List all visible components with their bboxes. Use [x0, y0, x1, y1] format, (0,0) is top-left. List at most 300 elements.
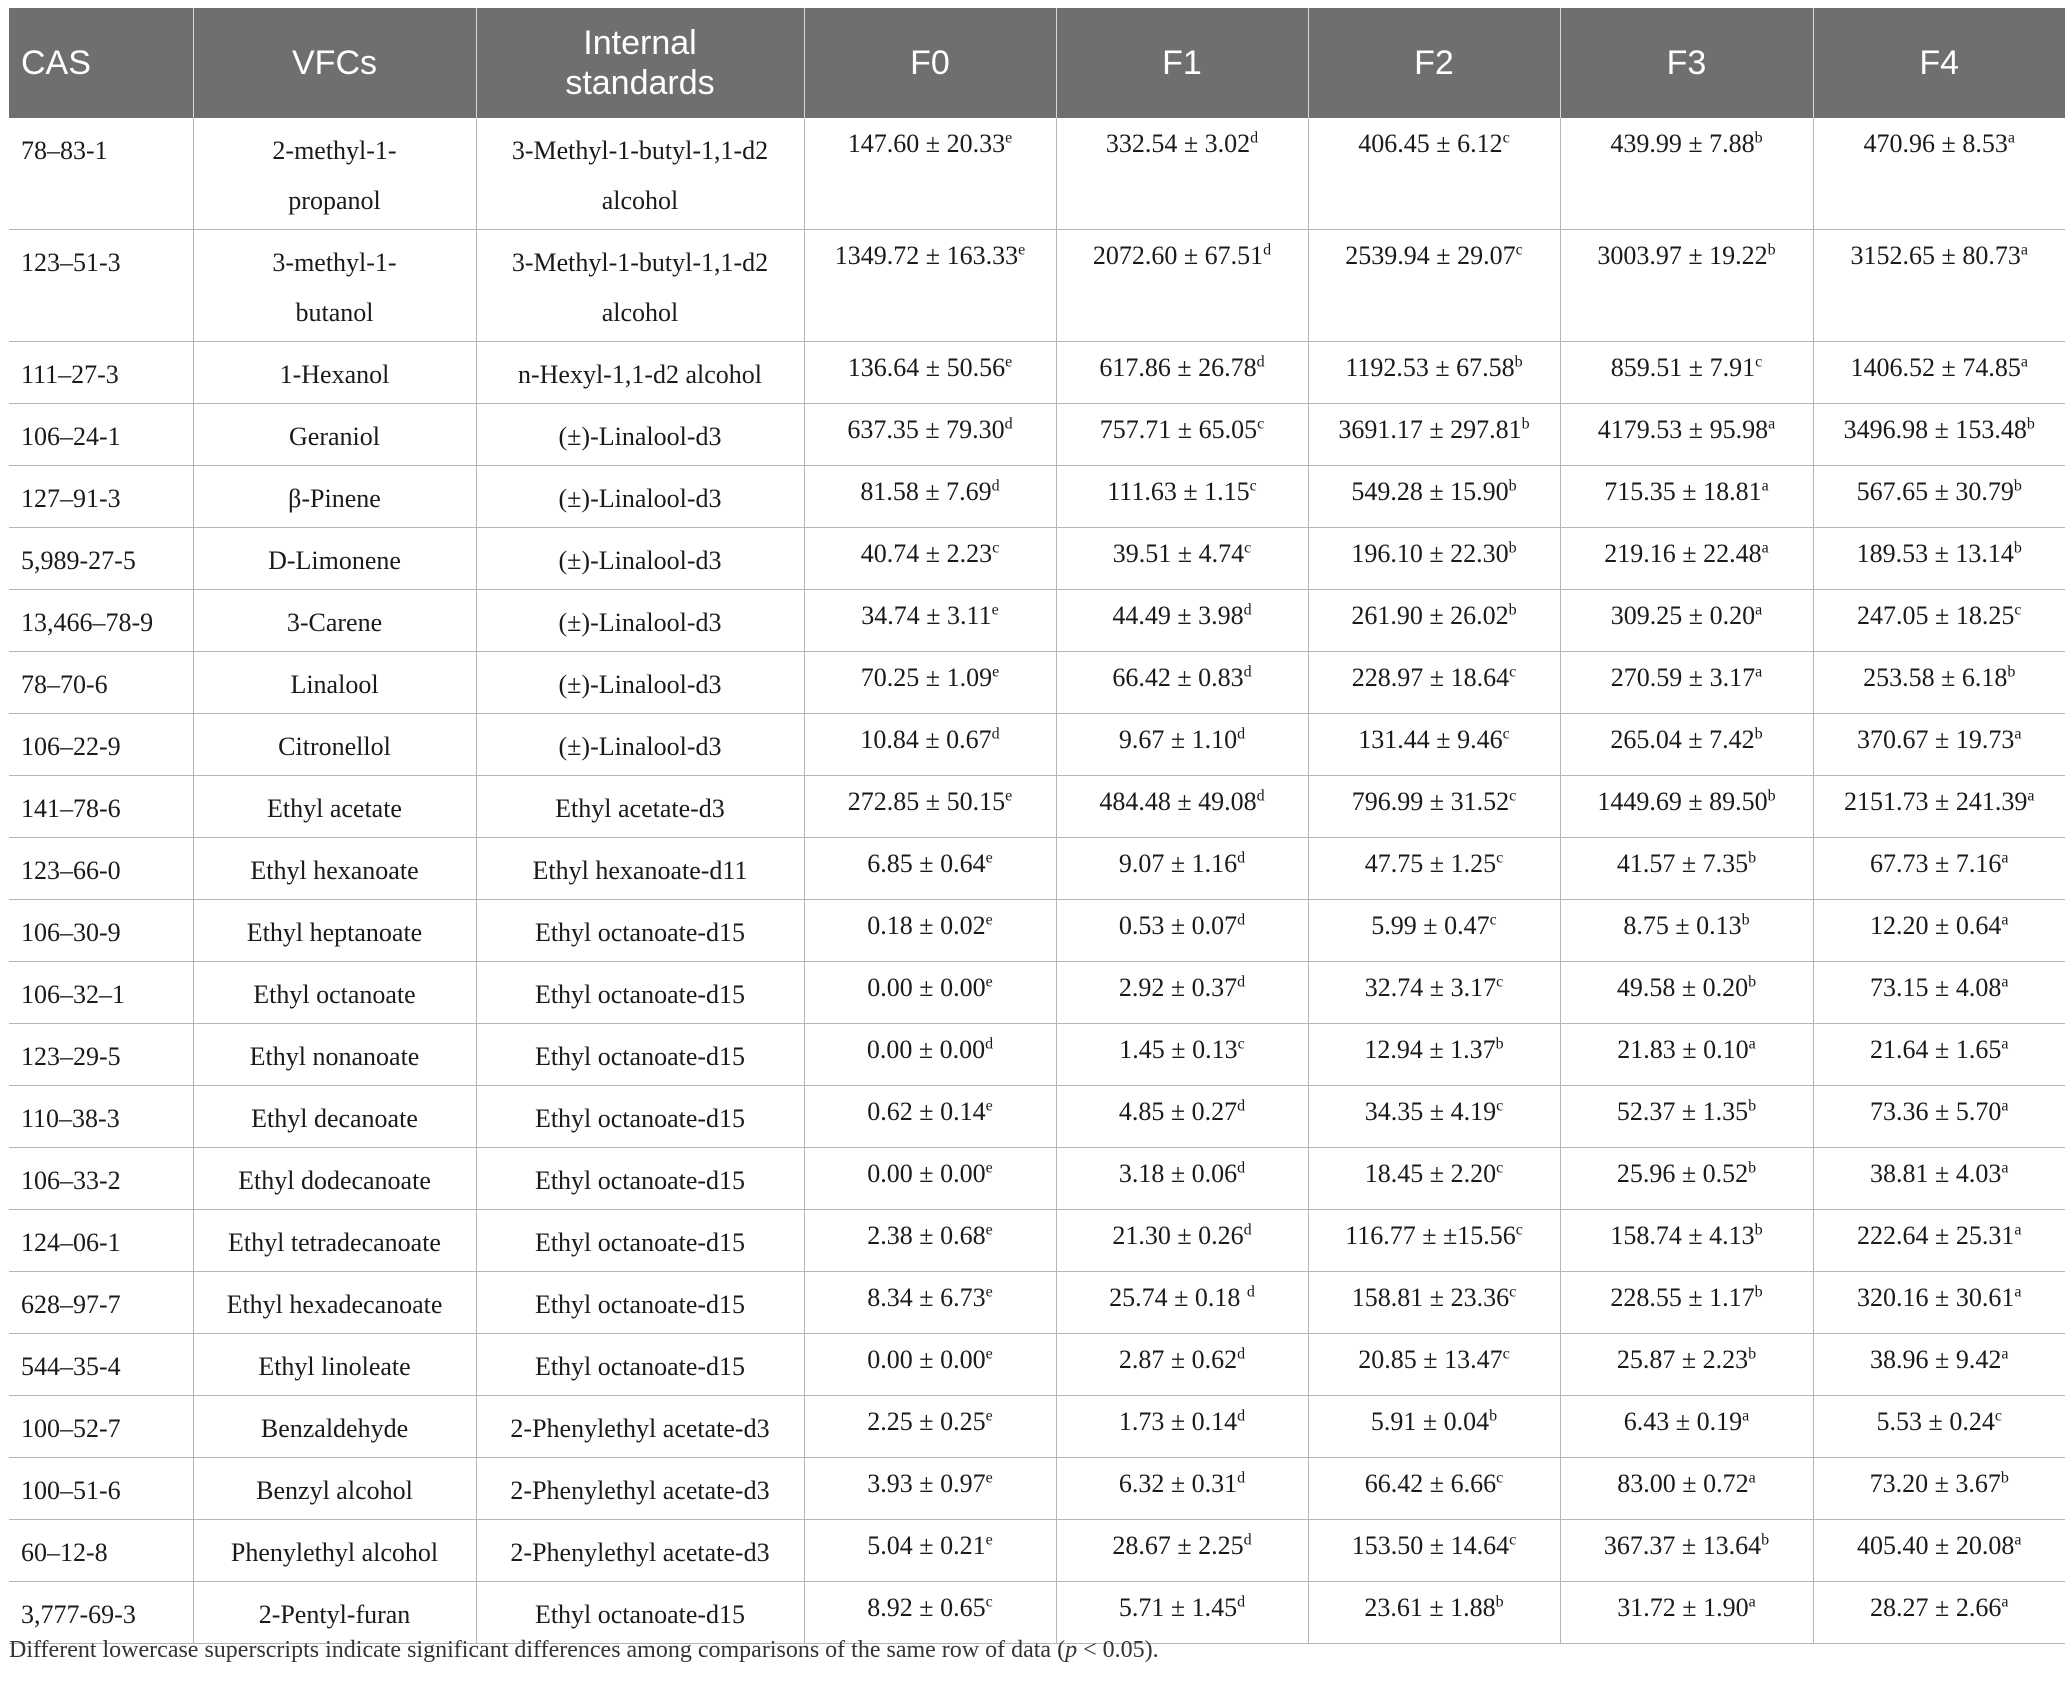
value-mean-sd: 18.45 ± 2.20: [1364, 1159, 1497, 1188]
value-cell-f2: [1308, 1396, 1560, 1458]
standard-cell: (±)-Linalool-d3: [476, 590, 804, 652]
standard-cell: Ethyl acetate-d3: [476, 776, 804, 838]
value-cell-f2: [1308, 962, 1560, 1024]
value-cell-f4: [1813, 1582, 2065, 1644]
significance-letter: e: [985, 911, 993, 929]
table-row: [9, 404, 2065, 466]
table-row: [9, 714, 2065, 776]
significance-letter: b: [2013, 539, 2022, 557]
significance-letter: e: [985, 1097, 993, 1115]
value-cell-f0: [804, 404, 1056, 466]
value-cell-f1: [1056, 342, 1308, 404]
significance-letter: a: [1761, 539, 1769, 557]
value-cell-f0: [804, 1520, 1056, 1582]
table-row: [9, 528, 2065, 590]
significance-letter: d: [1237, 1469, 1246, 1487]
table-row: [9, 1520, 2065, 1582]
value-mean-sd: 617.86 ± 26.78: [1099, 353, 1257, 382]
vfc-cell: Ethyl linoleate: [193, 1334, 476, 1396]
value-mean-sd: 320.16 ± 30.61: [1857, 1283, 2015, 1312]
value-cell-f1: [1056, 590, 1308, 652]
value-cell-f4: [1813, 1396, 2065, 1458]
value-cell-f1: [1056, 776, 1308, 838]
value-cell-f4: [1813, 1210, 2065, 1272]
value-mean-sd: 470.96 ± 8.53: [1863, 129, 2008, 158]
value-cell-f2: [1308, 466, 1560, 528]
vfc-cell-text: 2-methyl-1-propanol: [272, 136, 397, 215]
vfc-cell: Linalool: [193, 652, 476, 714]
table-row: [9, 1396, 2065, 1458]
significance-letter: a: [1761, 477, 1769, 495]
vfc-cell: Ethyl hexanoate: [193, 838, 476, 900]
significance-letter: d: [1237, 1097, 1246, 1115]
significance-letter: c: [1244, 539, 1252, 557]
value-mean-sd: 8.34 ± 6.73: [867, 1283, 986, 1312]
value-mean-sd: 189.53 ± 13.14: [1856, 539, 2014, 568]
value-cell-f3: [1560, 900, 1813, 962]
value-cell-f3: [1560, 1024, 1813, 1086]
value-mean-sd: 2072.60 ± 67.51: [1092, 241, 1264, 270]
value-mean-sd: 3691.17 ± 297.81: [1338, 415, 1522, 444]
standard-cell: Ethyl octanoate-d15: [476, 1148, 804, 1210]
cas-cell: 123–66-0: [9, 838, 193, 900]
significance-letter: d: [1243, 601, 1252, 619]
table-row: [9, 466, 2065, 528]
value-mean-sd: 31.72 ± 1.90: [1617, 1593, 1749, 1622]
significance-letter: e: [991, 601, 999, 619]
value-mean-sd: 34.74 ± 3.11: [861, 601, 992, 630]
value-cell-f0: [804, 1086, 1056, 1148]
cas-cell: 110–38-3: [9, 1086, 193, 1148]
significance-letter: b: [1767, 241, 1776, 259]
data-table: [9, 8, 2065, 1644]
standard-cell: Ethyl octanoate-d15: [476, 1086, 804, 1148]
value-mean-sd: 222.64 ± 25.31: [1857, 1221, 2015, 1250]
value-mean-sd: 5.99 ± 0.47: [1371, 911, 1490, 940]
value-mean-sd: 5.91 ± 0.04: [1370, 1407, 1490, 1436]
value-mean-sd: 8.92 ± 0.65: [867, 1593, 986, 1622]
significance-letter: a: [2001, 973, 2009, 991]
standard-cell: Ethyl octanoate-d15: [476, 900, 804, 962]
value-cell-f0: [804, 838, 1056, 900]
significance-letter: c: [1509, 1283, 1517, 1301]
vfc-cell: Benzaldehyde: [193, 1396, 476, 1458]
significance-letter: c: [992, 539, 1000, 557]
significance-letter: b: [1489, 1407, 1498, 1425]
header-internal-standards-label: Internal standards: [565, 24, 715, 102]
value-cell-f2: [1308, 528, 1560, 590]
value-mean-sd: 40.74 ± 2.23: [860, 539, 993, 568]
value-cell-f0: [804, 652, 1056, 714]
value-mean-sd: 66.42 ± 6.66: [1364, 1469, 1497, 1498]
table-row: [9, 962, 2065, 1024]
vfc-cell: Ethyl decanoate: [193, 1086, 476, 1148]
value-mean-sd: 12.20 ± 0.64: [1870, 911, 2002, 940]
header-internal-standards: [476, 8, 804, 118]
significance-letter: c: [2014, 601, 2022, 619]
header-vfcs: VFCs: [193, 8, 476, 118]
significance-letter: a: [2014, 1531, 2022, 1549]
value-mean-sd: 41.57 ± 7.35: [1616, 849, 1749, 878]
value-cell-f4: [1813, 1086, 2065, 1148]
header-f4: F4: [1813, 8, 2065, 118]
table-row: [9, 1458, 2065, 1520]
value-cell-f1: [1056, 466, 1308, 528]
value-mean-sd: 228.97 ± 18.64: [1351, 663, 1510, 692]
value-mean-sd: 153.50 ± 14.64: [1351, 1531, 1510, 1560]
value-mean-sd: 0.00 ± 0.00: [867, 1159, 986, 1188]
significance-letter: c: [1502, 1345, 1510, 1363]
significance-letter: a: [2001, 1097, 2009, 1115]
table-row: [9, 1582, 2065, 1644]
standard-cell: (±)-Linalool-d3: [476, 714, 804, 776]
significance-letter: e: [985, 1469, 993, 1487]
significance-letter: b: [1748, 849, 1757, 867]
significance-letter: d: [1237, 725, 1246, 743]
value-mean-sd: 3152.65 ± 80.73: [1850, 241, 2021, 270]
significance-letter: e: [985, 1221, 993, 1239]
value-mean-sd: 111.63 ± 1.15: [1107, 477, 1250, 506]
significance-letter: d: [1237, 911, 1246, 929]
value-cell-f3: [1560, 1148, 1813, 1210]
value-mean-sd: 25.74 ± 0.18: [1109, 1283, 1247, 1312]
standard-cell: Ethyl octanoate-d15: [476, 1272, 804, 1334]
value-cell-f2: [1308, 900, 1560, 962]
value-cell-f3: [1560, 1458, 1813, 1520]
vfc-cell: Ethyl nonanoate: [193, 1024, 476, 1086]
standard-cell: (±)-Linalool-d3: [476, 652, 804, 714]
table-row: [9, 230, 2065, 342]
significance-letter: b: [1767, 787, 1776, 805]
value-cell-f1: [1056, 900, 1308, 962]
significance-letter: d: [1237, 1159, 1246, 1177]
vfc-cell: β-Pinene: [193, 466, 476, 528]
value-cell-f2: [1308, 230, 1560, 342]
value-mean-sd: 1.73 ± 0.14: [1118, 1407, 1238, 1436]
value-mean-sd: 81.58 ± 7.69: [860, 477, 992, 506]
value-mean-sd: 52.37 ± 1.35: [1616, 1097, 1749, 1126]
value-mean-sd: 5.53 ± 0.24: [1876, 1407, 1995, 1436]
significance-letter: e: [985, 1283, 993, 1301]
value-cell-f2: [1308, 1334, 1560, 1396]
value-mean-sd: 73.36 ± 5.70: [1870, 1097, 2002, 1126]
value-mean-sd: 47.75 ± 1.25: [1364, 849, 1497, 878]
value-mean-sd: 2.87 ± 0.62: [1118, 1345, 1238, 1374]
value-mean-sd: 0.00 ± 0.00: [867, 1345, 986, 1374]
table-row: [9, 900, 2065, 962]
header-row: [9, 8, 2065, 118]
value-mean-sd: 21.83 ± 0.10: [1617, 1035, 1749, 1064]
standard-cell: Ethyl octanoate-d15: [476, 1582, 804, 1644]
significance-letter: c: [1755, 353, 1763, 371]
value-mean-sd: 757.71 ± 65.05: [1099, 415, 1258, 444]
standard-cell: 2-Phenylethyl acetate-d3: [476, 1396, 804, 1458]
cas-cell: 78–70-6: [9, 652, 193, 714]
value-mean-sd: 83.00 ± 0.72: [1617, 1469, 1749, 1498]
significance-letter: c: [1496, 1159, 1504, 1177]
significance-letter: c: [1249, 477, 1257, 495]
value-cell-f0: [804, 1210, 1056, 1272]
value-cell-f4: [1813, 1272, 2065, 1334]
significance-letter: e: [985, 1531, 993, 1549]
cas-cell: 106–30-9: [9, 900, 193, 962]
significance-letter: a: [1755, 663, 1763, 681]
value-cell-f0: [804, 900, 1056, 962]
standard-cell: 2-Phenylethyl acetate-d3: [476, 1458, 804, 1520]
significance-letter: a: [1748, 1035, 1756, 1053]
significance-letter: a: [1748, 1593, 1756, 1611]
value-mean-sd: 73.15 ± 4.08: [1870, 973, 2002, 1002]
value-mean-sd: 0.00 ± 0.00: [867, 973, 986, 1002]
value-cell-f2: [1308, 1582, 1560, 1644]
value-cell-f2: [1308, 118, 1560, 230]
value-mean-sd: 131.44 ± 9.46: [1358, 725, 1503, 754]
value-mean-sd: 2151.73 ± 241.39: [1844, 787, 2028, 816]
significance-letter: c: [1502, 129, 1510, 147]
value-mean-sd: 247.05 ± 18.25: [1857, 601, 2015, 630]
value-mean-sd: 3.93 ± 0.97: [867, 1469, 986, 1498]
value-cell-f1: [1056, 1458, 1308, 1520]
value-cell-f4: [1813, 528, 2065, 590]
table-row: [9, 1148, 2065, 1210]
value-mean-sd: 439.99 ± 7.88: [1610, 129, 1755, 158]
value-mean-sd: 219.16 ± 22.48: [1604, 539, 1762, 568]
significance-letter: b: [2013, 477, 2022, 495]
significance-letter: e: [1005, 787, 1013, 805]
value-mean-sd: 39.51 ± 4.74: [1112, 539, 1245, 568]
value-cell-f4: [1813, 1334, 2065, 1396]
value-cell-f3: [1560, 652, 1813, 714]
significance-letter: c: [1496, 1097, 1504, 1115]
value-mean-sd: 23.61 ± 1.88: [1364, 1593, 1496, 1622]
cas-cell: 127–91-3: [9, 466, 193, 528]
value-mean-sd: 34.35 ± 4.19: [1364, 1097, 1497, 1126]
header-f3: F3: [1560, 8, 1813, 118]
vfc-cell: [193, 230, 476, 342]
significance-letter: d: [1237, 973, 1246, 991]
footnote-p: p: [1065, 1637, 1078, 1663]
value-mean-sd: 0.18 ± 0.02: [867, 911, 986, 940]
significance-letter: a: [2007, 129, 2015, 147]
cas-cell: 544–35-4: [9, 1334, 193, 1396]
value-mean-sd: 73.20 ± 3.67: [1869, 1469, 2001, 1498]
vfc-cell: Phenylethyl alcohol: [193, 1520, 476, 1582]
significance-letter: c: [985, 1593, 993, 1611]
significance-letter: d: [1263, 241, 1272, 259]
value-cell-f4: [1813, 1520, 2065, 1582]
standard-cell: (±)-Linalool-d3: [476, 528, 804, 590]
vfc-cell: Citronellol: [193, 714, 476, 776]
value-cell-f3: [1560, 466, 1813, 528]
vfc-cell: 2-Pentyl-furan: [193, 1582, 476, 1644]
header-f1: F1: [1056, 8, 1308, 118]
significance-letter: d: [985, 1035, 994, 1053]
value-cell-f0: [804, 1582, 1056, 1644]
value-mean-sd: 405.40 ± 20.08: [1857, 1531, 2015, 1560]
value-mean-sd: 1.45 ± 0.13: [1119, 1035, 1238, 1064]
value-cell-f4: [1813, 342, 2065, 404]
vfc-cell: D-Limonene: [193, 528, 476, 590]
value-mean-sd: 332.54 ± 3.02: [1105, 129, 1251, 158]
value-cell-f1: [1056, 1520, 1308, 1582]
significance-letter: c: [1496, 849, 1504, 867]
value-cell-f3: [1560, 838, 1813, 900]
significance-letter: b: [1748, 973, 1757, 991]
significance-letter: b: [1495, 1035, 1504, 1053]
value-cell-f3: [1560, 230, 1813, 342]
significance-letter: c: [1509, 663, 1517, 681]
significance-letter: a: [2001, 1035, 2009, 1053]
value-mean-sd: 44.49 ± 3.98: [1112, 601, 1244, 630]
significance-letter: b: [1754, 1283, 1763, 1301]
value-cell-f2: [1308, 1520, 1560, 1582]
value-mean-sd: 12.94 ± 1.37: [1364, 1035, 1496, 1064]
value-cell-f0: [804, 962, 1056, 1024]
value-cell-f0: [804, 528, 1056, 590]
value-mean-sd: 567.65 ± 30.79: [1856, 477, 2014, 506]
value-cell-f3: [1560, 528, 1813, 590]
value-cell-f4: [1813, 1148, 2065, 1210]
standard-cell: n-Hexyl-1,1-d2 alcohol: [476, 342, 804, 404]
value-mean-sd: 715.35 ± 18.81: [1604, 477, 1762, 506]
significance-letter: d: [1246, 1283, 1255, 1301]
vfc-cell: 3-Carene: [193, 590, 476, 652]
significance-letter: a: [2001, 911, 2009, 929]
value-mean-sd: 484.48 ± 49.08: [1099, 787, 1257, 816]
cas-cell: 100–52-7: [9, 1396, 193, 1458]
value-mean-sd: 0.53 ± 0.07: [1118, 911, 1238, 940]
table-row: [9, 1272, 2065, 1334]
value-cell-f4: [1813, 962, 2065, 1024]
cas-cell: 106–24-1: [9, 404, 193, 466]
significance-letter: a: [2001, 1159, 2009, 1177]
value-cell-f1: [1056, 1024, 1308, 1086]
cas-cell: 106–22-9: [9, 714, 193, 776]
value-cell-f3: [1560, 1520, 1813, 1582]
value-cell-f1: [1056, 838, 1308, 900]
significance-letter: c: [1515, 1221, 1523, 1239]
vfc-cell: Geraniol: [193, 404, 476, 466]
table-row: [9, 1210, 2065, 1272]
value-cell-f1: [1056, 1582, 1308, 1644]
value-mean-sd: 158.74 ± 4.13: [1610, 1221, 1755, 1250]
value-mean-sd: 0.00 ± 0.00: [866, 1035, 986, 1064]
value-mean-sd: 25.87 ± 2.23: [1616, 1345, 1749, 1374]
standard-cell: (±)-Linalool-d3: [476, 466, 804, 528]
value-mean-sd: 116.77 ± ±15.56: [1345, 1221, 1516, 1250]
vfc-cell: Ethyl acetate: [193, 776, 476, 838]
footnote: [9, 1637, 1159, 1664]
value-mean-sd: 4.85 ± 0.27: [1118, 1097, 1238, 1126]
value-cell-f4: [1813, 590, 2065, 652]
value-cell-f0: [804, 590, 1056, 652]
significance-letter: a: [2014, 725, 2022, 743]
value-mean-sd: 21.64 ± 1.65: [1870, 1035, 2002, 1064]
value-mean-sd: 6.32 ± 0.31: [1118, 1469, 1238, 1498]
significance-letter: b: [1748, 1097, 1757, 1115]
table-row: [9, 590, 2065, 652]
significance-letter: d: [1243, 1531, 1252, 1549]
significance-letter: b: [1754, 1221, 1763, 1239]
value-cell-f3: [1560, 962, 1813, 1024]
value-cell-f0: [804, 1334, 1056, 1396]
value-mean-sd: 549.28 ± 15.90: [1351, 477, 1509, 506]
significance-letter: b: [1521, 415, 1530, 433]
value-cell-f1: [1056, 1272, 1308, 1334]
significance-letter: a: [1748, 1469, 1756, 1487]
value-cell-f4: [1813, 230, 2065, 342]
value-mean-sd: 158.81 ± 23.36: [1351, 1283, 1510, 1312]
significance-letter: d: [1243, 663, 1252, 681]
significance-letter: d: [1004, 415, 1013, 433]
value-mean-sd: 6.43 ± 0.19: [1623, 1407, 1743, 1436]
standard-cell: Ethyl octanoate-d15: [476, 1210, 804, 1272]
standard-cell: (±)-Linalool-d3: [476, 404, 804, 466]
significance-letter: b: [1748, 1159, 1757, 1177]
value-mean-sd: 2.25 ± 0.25: [867, 1407, 986, 1436]
value-cell-f3: [1560, 1272, 1813, 1334]
significance-letter: a: [2020, 353, 2028, 371]
value-mean-sd: 796.99 ± 31.52: [1351, 787, 1510, 816]
value-cell-f4: [1813, 900, 2065, 962]
significance-letter: b: [1741, 911, 1750, 929]
value-cell-f2: [1308, 1272, 1560, 1334]
significance-letter: b: [1514, 353, 1523, 371]
value-mean-sd: 196.10 ± 22.30: [1351, 539, 1509, 568]
value-cell-f4: [1813, 776, 2065, 838]
value-cell-f3: [1560, 404, 1813, 466]
significance-letter: d: [1256, 353, 1265, 371]
value-cell-f2: [1308, 590, 1560, 652]
significance-letter: a: [2020, 241, 2028, 259]
value-cell-f2: [1308, 1148, 1560, 1210]
value-cell-f2: [1308, 652, 1560, 714]
value-mean-sd: 49.58 ± 0.20: [1616, 973, 1749, 1002]
significance-letter: e: [985, 973, 993, 991]
value-cell-f0: [804, 1272, 1056, 1334]
value-cell-f3: [1560, 1210, 1813, 1272]
significance-letter: c: [1496, 1469, 1504, 1487]
significance-letter: a: [2001, 1593, 2009, 1611]
value-cell-f4: [1813, 1458, 2065, 1520]
value-cell-f2: [1308, 838, 1560, 900]
table-row: [9, 118, 2065, 230]
value-mean-sd: 253.58 ± 6.18: [1863, 663, 2008, 692]
vfc-cell: Ethyl octanoate: [193, 962, 476, 1024]
cas-cell: 141–78-6: [9, 776, 193, 838]
value-mean-sd: 9.07 ± 1.16: [1118, 849, 1238, 878]
value-mean-sd: 3496.98 ± 153.48: [1843, 415, 2027, 444]
table-row: [9, 776, 2065, 838]
value-mean-sd: 1192.53 ± 67.58: [1345, 353, 1515, 382]
cas-cell: 106–32–1: [9, 962, 193, 1024]
significance-letter: e: [985, 849, 993, 867]
significance-letter: c: [1509, 787, 1517, 805]
value-cell-f2: [1308, 1024, 1560, 1086]
value-mean-sd: 8.75 ± 0.13: [1623, 911, 1742, 940]
value-mean-sd: 4179.53 ± 95.98: [1597, 415, 1769, 444]
table-row: [9, 1024, 2065, 1086]
significance-letter: b: [1495, 1593, 1504, 1611]
value-cell-f1: [1056, 962, 1308, 1024]
value-cell-f0: [804, 342, 1056, 404]
header-f2: F2: [1308, 8, 1560, 118]
value-mean-sd: 5.71 ± 1.45: [1118, 1593, 1238, 1622]
significance-letter: d: [991, 477, 1000, 495]
significance-letter: c: [1502, 725, 1510, 743]
value-cell-f2: [1308, 1458, 1560, 1520]
value-cell-f1: [1056, 230, 1308, 342]
